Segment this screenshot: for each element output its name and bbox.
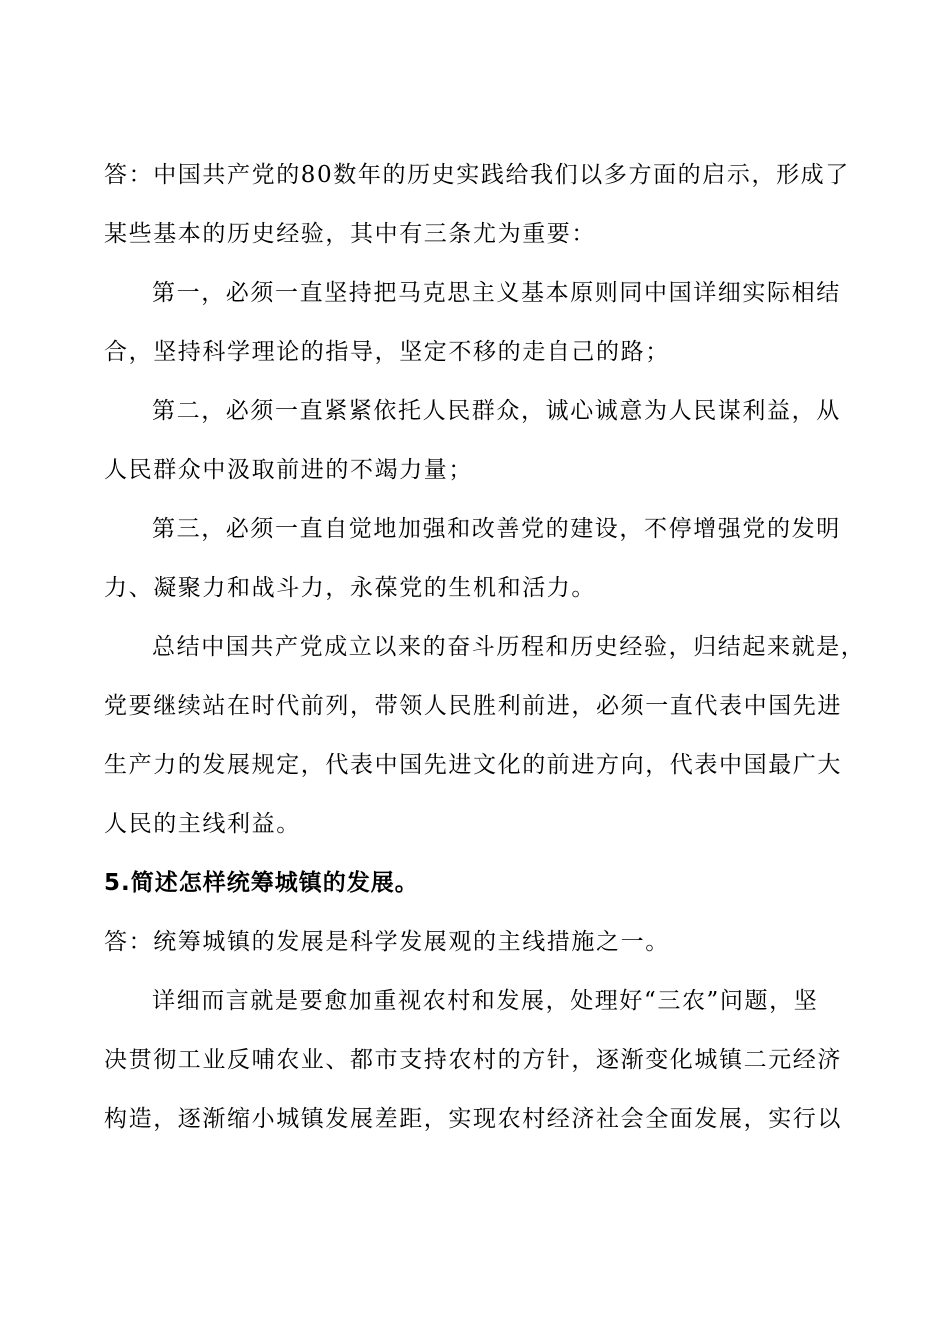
detail-line-1: 详细而言就是要愈加重视农村和发展，处理好“三农”问题，坚 <box>152 988 819 1014</box>
answer-4-line-1: 答：中国共产党的80数年的历史实践给我们以多方面的启示，形成了 <box>104 162 850 188</box>
summary-line-4: 人民的主线利益。 <box>104 811 301 837</box>
point-1-line-2: 合，坚持科学理论的指导，坚定不移的走自己的路； <box>104 339 670 365</box>
answer-4-line-2: 某些基本的历史经验，其中有三条尤为重要： <box>104 221 596 247</box>
detail-line-3: 构造，逐渐缩小城镇发展差距，实现农村经济社会全面发展，实行以 <box>104 1106 842 1132</box>
answer-5-line-1: 答：统筹城镇的发展是科学发展观的主线措施之一。 <box>104 929 670 955</box>
summary-line-3: 生产力的发展规定，代表中国先进文化的前进方向，代表中国最广大 <box>104 752 842 778</box>
detail-line-2: 决贯彻工业反哺农业、都市支持农村的方针，逐渐变化城镇二元经济 <box>104 1047 842 1073</box>
point-3-line-1: 第三，必须一直自觉地加强和改善党的建设，不停增强党的发明 <box>152 516 841 542</box>
point-3-line-2: 力、凝聚力和战斗力，永葆党的生机和活力。 <box>104 575 596 601</box>
summary-line-2: 党要继续站在时代前列，带领人民胜利前进，必须一直代表中国先进 <box>104 693 842 719</box>
question-5-heading: 5.简述怎样统筹城镇的发展。 <box>104 870 419 896</box>
point-2-line-1: 第二，必须一直紧紧依托人民群众，诚心诚意为人民谋利益，从 <box>152 398 841 424</box>
point-1-line-1: 第一，必须一直坚持把马克思主义基本原则同中国详细实际相结 <box>152 280 841 306</box>
point-2-line-2: 人民群众中汲取前进的不竭力量； <box>104 457 473 483</box>
summary-line-1: 总结中国共产党成立以来的奋斗历程和历史经验，归结起来就是， <box>152 634 866 660</box>
